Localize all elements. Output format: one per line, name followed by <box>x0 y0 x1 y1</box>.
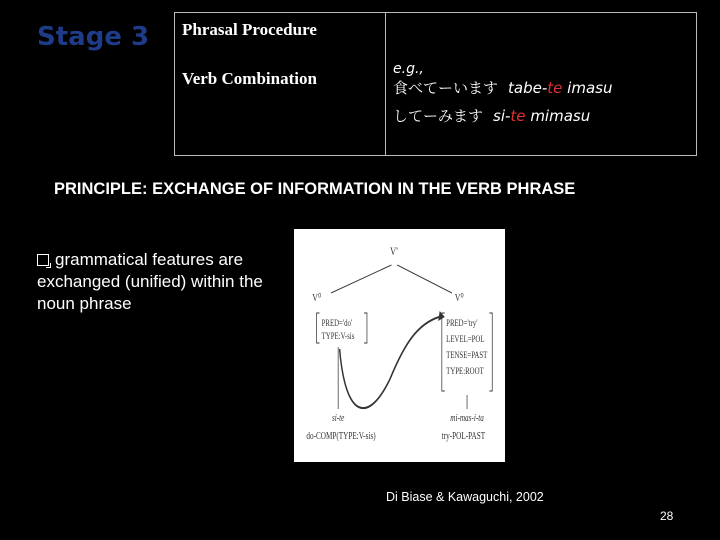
eg-label: e.g., <box>393 61 424 77</box>
principle-heading: PRINCIPLE: EXCHANGE OF INFORMATION IN THE VERB PHRASE <box>54 180 576 198</box>
root-node: V' <box>390 245 398 259</box>
phrasal-procedure-label: Phrasal Procedure <box>182 20 317 39</box>
example-1-japanese: 食べてーいます <box>393 79 499 97</box>
bullet-point <box>37 249 287 315</box>
right-node: V⁰ <box>454 291 464 305</box>
citation: Di Biase & Kawaguchi, 2002 <box>386 490 544 504</box>
left-gloss: do-COMP(TYPE:V-sis) <box>306 429 376 442</box>
verb-combination-label: Verb Combination <box>182 69 317 88</box>
right-word: mi-mas-i-ta <box>450 411 484 424</box>
unification-arrow <box>340 317 439 408</box>
lfg-diagram <box>294 229 505 462</box>
stage-title: Stage 3 <box>37 22 150 52</box>
procedure-table <box>174 12 697 156</box>
right-feature-1: PRED='try' <box>446 317 478 329</box>
left-feature-2: TYPE:V-sis <box>321 330 355 342</box>
table-divider <box>385 13 386 155</box>
example-2-japanese: してーみます <box>393 107 484 125</box>
example-2-romaji: si-te mimasu <box>493 107 591 125</box>
right-feature-4: TYPE:ROOT <box>446 365 484 377</box>
example-1-romaji: tabe-te imasu <box>508 79 613 97</box>
left-node: V⁰ <box>312 291 322 305</box>
left-word: si-te <box>331 411 345 424</box>
right-feature-3: TENSE=PAST <box>446 349 488 361</box>
right-gloss: try-POL-PAST <box>441 429 486 442</box>
example-1 <box>393 77 612 98</box>
bullet-text: grammatical features are exchanged (unified) within the noun phrase <box>37 250 263 313</box>
branch-left <box>331 265 391 293</box>
example-2 <box>393 105 590 126</box>
right-feature-2: LEVEL=POL <box>446 333 485 345</box>
left-feature-1: PRED='do' <box>321 317 353 329</box>
page-number: 28 <box>660 509 674 523</box>
checkbox-bullet-icon <box>37 254 49 266</box>
branch-right <box>397 265 452 293</box>
